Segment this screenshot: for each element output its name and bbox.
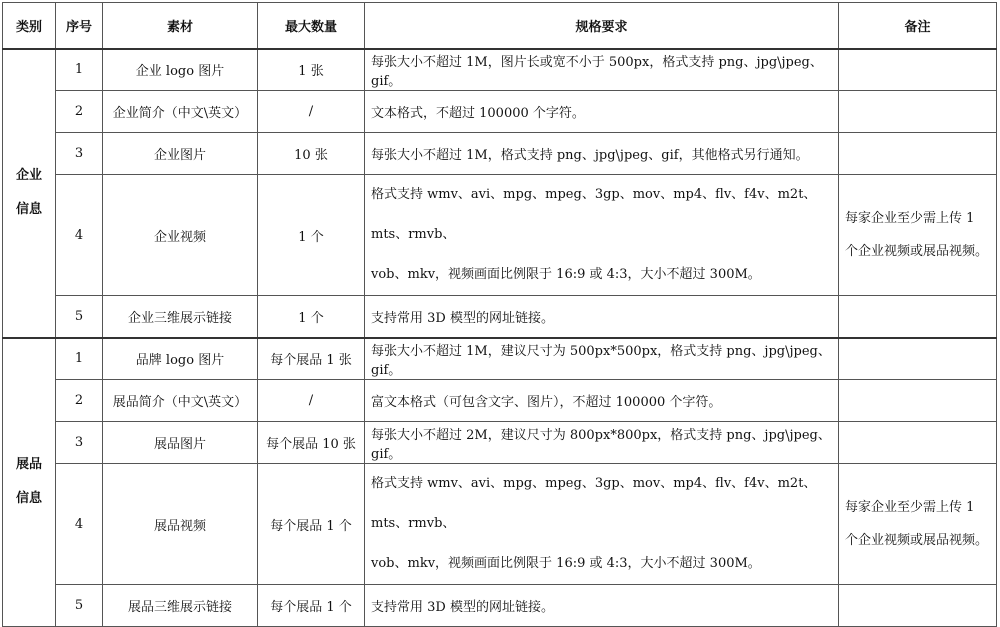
row-number: 5 — [56, 585, 103, 627]
row-number: 4 — [56, 464, 103, 585]
spec-line: vob、mkv，视频画面比例限于 16:9 或 4:3，大小不超过 300M。 — [371, 556, 761, 571]
spec-line: 格式支持 wmv、avi、mpg、mpeg、3gp、mov、mp4、flv、f4v、m2t、mts、rmvb、 — [371, 187, 817, 242]
row-number: 5 — [56, 296, 103, 338]
spec-cell: 每张大小不超过 1M，格式支持 png、jpg\jpeg、gif，其他格式另行通知。 — [365, 133, 839, 175]
max-quantity-cell: 1 张 — [258, 49, 365, 91]
note-line: 个企业视频或展品视频。 — [845, 244, 989, 259]
spec-cell: 文本格式，不超过 100000 个字符。 — [365, 91, 839, 133]
category-label: 信息 — [15, 491, 42, 507]
max-quantity-cell: 每个展品 1 个 — [258, 585, 365, 627]
material-cell: 展品图片 — [103, 422, 258, 464]
material-cell: 展品视频 — [103, 464, 258, 585]
note-cell — [839, 422, 997, 464]
note-cell — [839, 338, 997, 380]
table-row — [3, 175, 997, 296]
note-line: 个企业视频或展品视频。 — [845, 533, 989, 548]
note-cell — [839, 49, 997, 91]
header-row — [3, 3, 997, 49]
table-row — [3, 585, 997, 627]
spec-cell: 支持常用 3D 模型的网址链接。 — [365, 296, 839, 338]
max-quantity-cell: 每个展品 1 张 — [258, 338, 365, 380]
table-row — [3, 296, 997, 338]
spec-line: vob、mkv，视频画面比例限于 16:9 或 4:3，大小不超过 300M。 — [371, 267, 761, 282]
header-material: 素材 — [103, 3, 258, 49]
note-cell — [839, 585, 997, 627]
material-cell: 展品三维展示链接 — [103, 585, 258, 627]
material-cell: 企业简介（中文\英文） — [103, 91, 258, 133]
table-row — [3, 338, 997, 380]
spec-table — [2, 2, 997, 627]
note-cell — [839, 133, 997, 175]
header-number: 序号 — [56, 3, 103, 49]
category-label: 展品 — [15, 457, 42, 473]
row-number: 1 — [56, 338, 103, 380]
note-cell — [839, 380, 997, 422]
row-number: 4 — [56, 175, 103, 296]
table-row — [3, 49, 997, 91]
material-cell: 品牌 logo 图片 — [103, 338, 258, 380]
spec-cell: 富文本格式（可包含文字、图片），不超过 100000 个字符。 — [365, 380, 839, 422]
row-number: 2 — [56, 91, 103, 133]
spec-cell: 每张大小不超过 1M，建议尺寸为 500px*500px，格式支持 png、jpg\jpeg、gif。 — [365, 338, 839, 380]
max-quantity-cell: 每个展品 10 张 — [258, 422, 365, 464]
material-cell: 企业 logo 图片 — [103, 49, 258, 91]
note-line: 每家企业至少需上传 1 — [845, 500, 975, 515]
table-row — [3, 422, 997, 464]
material-cell: 企业图片 — [103, 133, 258, 175]
material-cell: 企业视频 — [103, 175, 258, 296]
max-quantity-cell: 每个展品 1 个 — [258, 464, 365, 585]
spec-cell: 每张大小不超过 1M，图片长或宽不小于 500px，格式支持 png、jpg\jpeg、gif。 — [365, 49, 839, 91]
category-label: 企业 — [15, 168, 42, 183]
max-quantity-cell: 1 个 — [258, 175, 365, 296]
table-row — [3, 380, 997, 422]
spec-cell: 支持常用 3D 模型的网址链接。 — [365, 585, 839, 627]
note-cell — [839, 91, 997, 133]
row-number: 2 — [56, 380, 103, 422]
note-line: 每家企业至少需上传 1 — [845, 211, 975, 226]
row-number: 3 — [56, 133, 103, 175]
category-cell — [3, 338, 56, 627]
header-max-quantity: 最大数量 — [258, 3, 365, 49]
max-quantity-cell: 1 个 — [258, 296, 365, 338]
note-cell — [839, 464, 997, 585]
category-cell — [3, 49, 56, 338]
spec-line: 格式支持 wmv、avi、mpg、mpeg、3gp、mov、mp4、flv、f4v、m2t、mts、rmvb、 — [371, 476, 817, 531]
material-cell: 企业三维展示链接 — [103, 296, 258, 338]
header-note: 备注 — [839, 3, 997, 49]
material-cell: 展品简介（中文\英文） — [103, 380, 258, 422]
spec-cell: 每张大小不超过 2M，建议尺寸为 800px*800px，格式支持 png、jpg\jpeg、gif。 — [365, 422, 839, 464]
max-quantity-cell: / — [258, 91, 365, 133]
max-quantity-cell: / — [258, 380, 365, 422]
header-spec: 规格要求 — [365, 3, 839, 49]
note-cell — [839, 175, 997, 296]
table-row — [3, 91, 997, 133]
note-cell — [839, 296, 997, 338]
max-quantity-cell: 10 张 — [258, 133, 365, 175]
row-number: 3 — [56, 422, 103, 464]
table-row — [3, 464, 997, 585]
row-number: 1 — [56, 49, 103, 91]
spec-cell — [365, 464, 839, 585]
category-label: 信息 — [15, 202, 42, 217]
spec-cell — [365, 175, 839, 296]
table-row — [3, 133, 997, 175]
header-category: 类别 — [3, 3, 56, 49]
